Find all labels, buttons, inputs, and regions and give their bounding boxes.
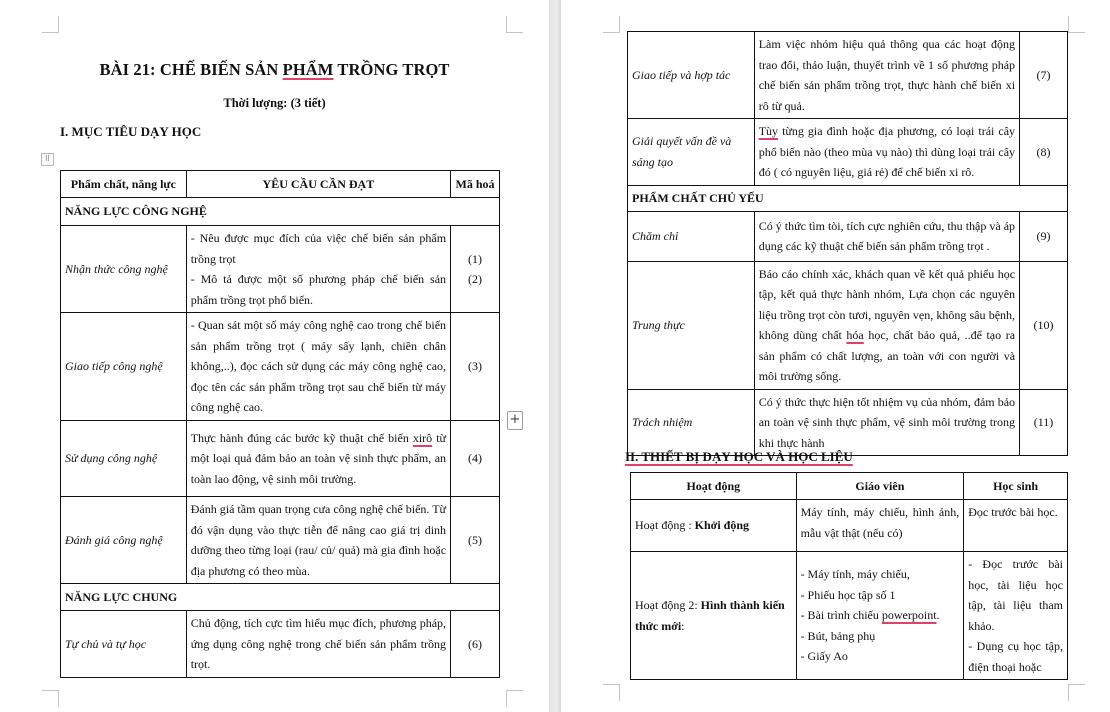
criterion-cell: Chăm chỉ [628,211,755,261]
table-row [631,500,1068,552]
margin-corner-mark [603,684,620,701]
code-cell: (7) [1020,32,1068,119]
table-row [628,261,1068,389]
document-title [0,60,549,80]
table-row [628,389,1068,456]
code-cell [451,226,500,313]
requirement-text: từng gia đình hoặc địa phương, có loại trái cây phổ biến nào (theo mùa vụ nào) thì dùng loại trái cây đó ( có nguyên liệu, giá rẻ) để chế biến xi rô. [758,124,1016,179]
criterion-cell: Giao tiếp công nghệ [61,313,187,421]
table-row [61,421,500,497]
table-row [628,211,1068,261]
activity-prefix: Hoạt động 2: [635,598,701,612]
criterion-cell: Giao tiếp và hợp tác [628,32,755,119]
code-cell: (5) [451,497,500,584]
criterion-cell: Sử dụng công nghệ [61,421,187,497]
column-header: Giáo viên [796,473,964,500]
margin-corner-mark [1068,684,1085,701]
activity-suffix: : [681,618,685,633]
requirement-text: Báo cáo chính xác, khách quan về kết quả phiếu học tập, kết quả thực hành nhóm, Lựa chọn các nguyên liệu trồng trọt còn tươi, nguyên vẹn, không sâu bệnh, không dùng chất [758,266,1016,342]
margin-corner-mark [506,16,523,33]
teacher-item: - Bút, bảng phụ [800,628,876,643]
student-item: - Dụng cụ học tập, điện thoại hoặc [968,639,1063,674]
section-heading-text: II. THIẾT BỊ DẠY HỌC VÀ HỌC LIỆU [625,449,853,464]
column-header: Phẩm chất, năng lực [61,171,187,198]
code-cell: (6) [451,611,500,678]
title-text: BÀI 21: CHẾ BIẾN SẢN [99,60,283,79]
column-header: Học sinh [964,473,1068,500]
column-header: Mã hoá [451,171,500,198]
group-row [628,185,1068,211]
requirement-cell [186,421,450,497]
requirement-line: - Mô tả được một số phương pháp chế biến sản phẩm trồng trọt phổ biến. [190,272,447,307]
table-row [631,552,1068,680]
requirement-cell [754,261,1019,389]
activity-name: Hình thành kiến thức mới [635,598,785,633]
group-row [61,584,500,611]
table-header-row [61,171,500,198]
code-cell: (3) [451,313,500,421]
objectives-table-continued [627,31,1068,456]
criterion-cell: Đánh giá công nghệ [61,497,187,584]
duration-line: Thời lượng: (3 tiết) [223,96,326,110]
code-value: (2) [468,272,483,286]
title-text: TRỒNG TRỌT [333,60,450,79]
table-row [628,32,1068,119]
spellcheck-flagged-word[interactable]: powerpoint [881,608,937,623]
student-cell [964,552,1068,680]
teacher-cell [796,552,964,680]
requirement-text: học, chất bảo quả, ..để tạo ra sản phẩm có chất lượng, an toàn với con người và môi trường sống. [758,328,1016,383]
add-row-button[interactable]: + [507,411,523,430]
requirement-cell: - Quan sát một số máy công nghệ cao trong chế biến sản phẩm trồng trọt ( máy sấy lạnh, chiên chân không,..), đọc cách sử dụng các máy công nghệ cao, đọc tên các sản phẩm trồng trọt sau chế biến từ máy công nghệ cao. [186,313,450,421]
equipment-table [630,472,1068,680]
requirement-text: từ một loại quả đảm bảo an toàn vệ sinh thực phẩm, an toàn lao động, vệ sinh môi trường. [190,430,447,486]
activity-prefix: Hoạt động : [635,518,695,533]
group-label: NĂNG LỰC CÔNG NGHỆ [61,198,500,226]
spellcheck-flagged-word[interactable]: PHẨM [282,60,334,79]
requirement-text: Thực hành đúng các bước kỹ thuật chế biến [190,430,413,445]
margin-corner-mark [603,16,620,33]
column-header: Hoạt động [631,473,797,500]
code-cell: (4) [451,421,500,497]
table-header-row [631,473,1068,500]
section-heading-equipment [625,449,853,465]
requirement-cell [754,119,1019,186]
group-label: PHẨM CHẤT CHỦ YẾU [628,185,1068,211]
teacher-item: - Phiếu học tập số 1 [800,587,896,602]
spellcheck-flagged-word[interactable]: Tùy [758,124,779,138]
student-item: - Đọc trước bài học, tài liệu học tập, tài liệu tham khảo. [968,557,1063,633]
table-row [61,611,500,678]
teacher-cell: Máy tính, máy chiếu, hình ảnh, mẫu vật thật (nếu có) [796,500,964,552]
margin-corner-mark [42,690,59,707]
teacher-item: - Máy tính, máy chiếu, [800,567,910,582]
criterion-cell: Tự chủ và tự học [61,611,187,678]
code-cell: (8) [1020,119,1068,186]
table-row [61,313,500,421]
margin-corner-mark [1068,16,1085,33]
column-header: YÊU CẦU CẦN ĐẠT [186,171,450,198]
objectives-table [60,170,500,678]
spellcheck-flagged-word[interactable]: hóa [846,328,864,342]
activity-cell [631,500,797,552]
requirement-cell [186,226,450,313]
table-row [61,226,500,313]
criterion-cell: Trách nhiệm [628,389,755,456]
page-gap [549,0,561,712]
table-row [61,497,500,584]
code-cell: (11) [1020,389,1068,456]
requirement-cell: Đánh giá tầm quan trọng cưa công nghệ chế biến. Từ đó vận dụng vào thực tiễn để nâng cao giá trị dinh dưỡng theo từng loại (rau/ củ/ quả) mà gia đình hoặc địa phương có theo mùa. [186,497,450,584]
teacher-item-text: . [936,608,940,623]
table-row [628,119,1068,186]
activity-cell [631,552,797,680]
criterion-cell: Nhận thức công nghệ [61,226,187,313]
teacher-item: - Giấy Ao [800,649,848,664]
teacher-item-text: - Bài trình chiếu [800,608,882,623]
group-label: NĂNG LỰC CHUNG [61,584,500,611]
group-row [61,198,500,226]
student-cell: Đọc trước bài học. [964,500,1068,552]
code-cell: (10) [1020,261,1068,389]
requirement-cell: Có ý thức thực hiện tốt nhiệm vụ của nhóm, đảm bảo an toàn vệ sinh thực phẩm, vệ sinh môi trường trong khi thực hành [754,389,1019,456]
code-cell: (9) [1020,211,1068,261]
criterion-cell: Giải quyết vấn đề và sáng tạo [628,119,755,186]
activity-name: Khởi động [694,518,750,533]
margin-corner-mark [506,690,523,707]
requirement-line: - Nêu được mục đích của việc chế biến sản phẩm trồng trọt [190,231,447,266]
table-move-handle-icon[interactable]: ⠿ [41,153,54,166]
code-value: (1) [468,251,483,266]
spellcheck-flagged-word[interactable]: xirô [412,430,433,445]
section-heading-objectives: I. MỤC TIÊU DẠY HỌC [60,124,202,139]
document-page-1 [0,0,549,712]
requirement-cell: Có ý thức tìm tòi, tích cực nghiên cứu, thu thập và áp dụng các kỹ thuật chế biến sản phẩm trồng trọt . [754,211,1019,261]
teacher-item [801,605,960,626]
requirement-cell: Làm việc nhóm hiệu quả thông qua các hoạt động trao đổi, thảo luận, thuyết trình về 1 số phương pháp chế biến sản phẩm trồng trọt, thực hành chế biến xi rô từ quả. [754,32,1019,119]
margin-corner-mark [42,16,59,33]
requirement-cell: Chủ động, tích cực tìm hiểu mục đích, phương pháp, ứng dụng công nghệ trong chế biến sản phẩm trồng trọt. [186,611,450,678]
criterion-cell: Trung thực [628,261,755,389]
